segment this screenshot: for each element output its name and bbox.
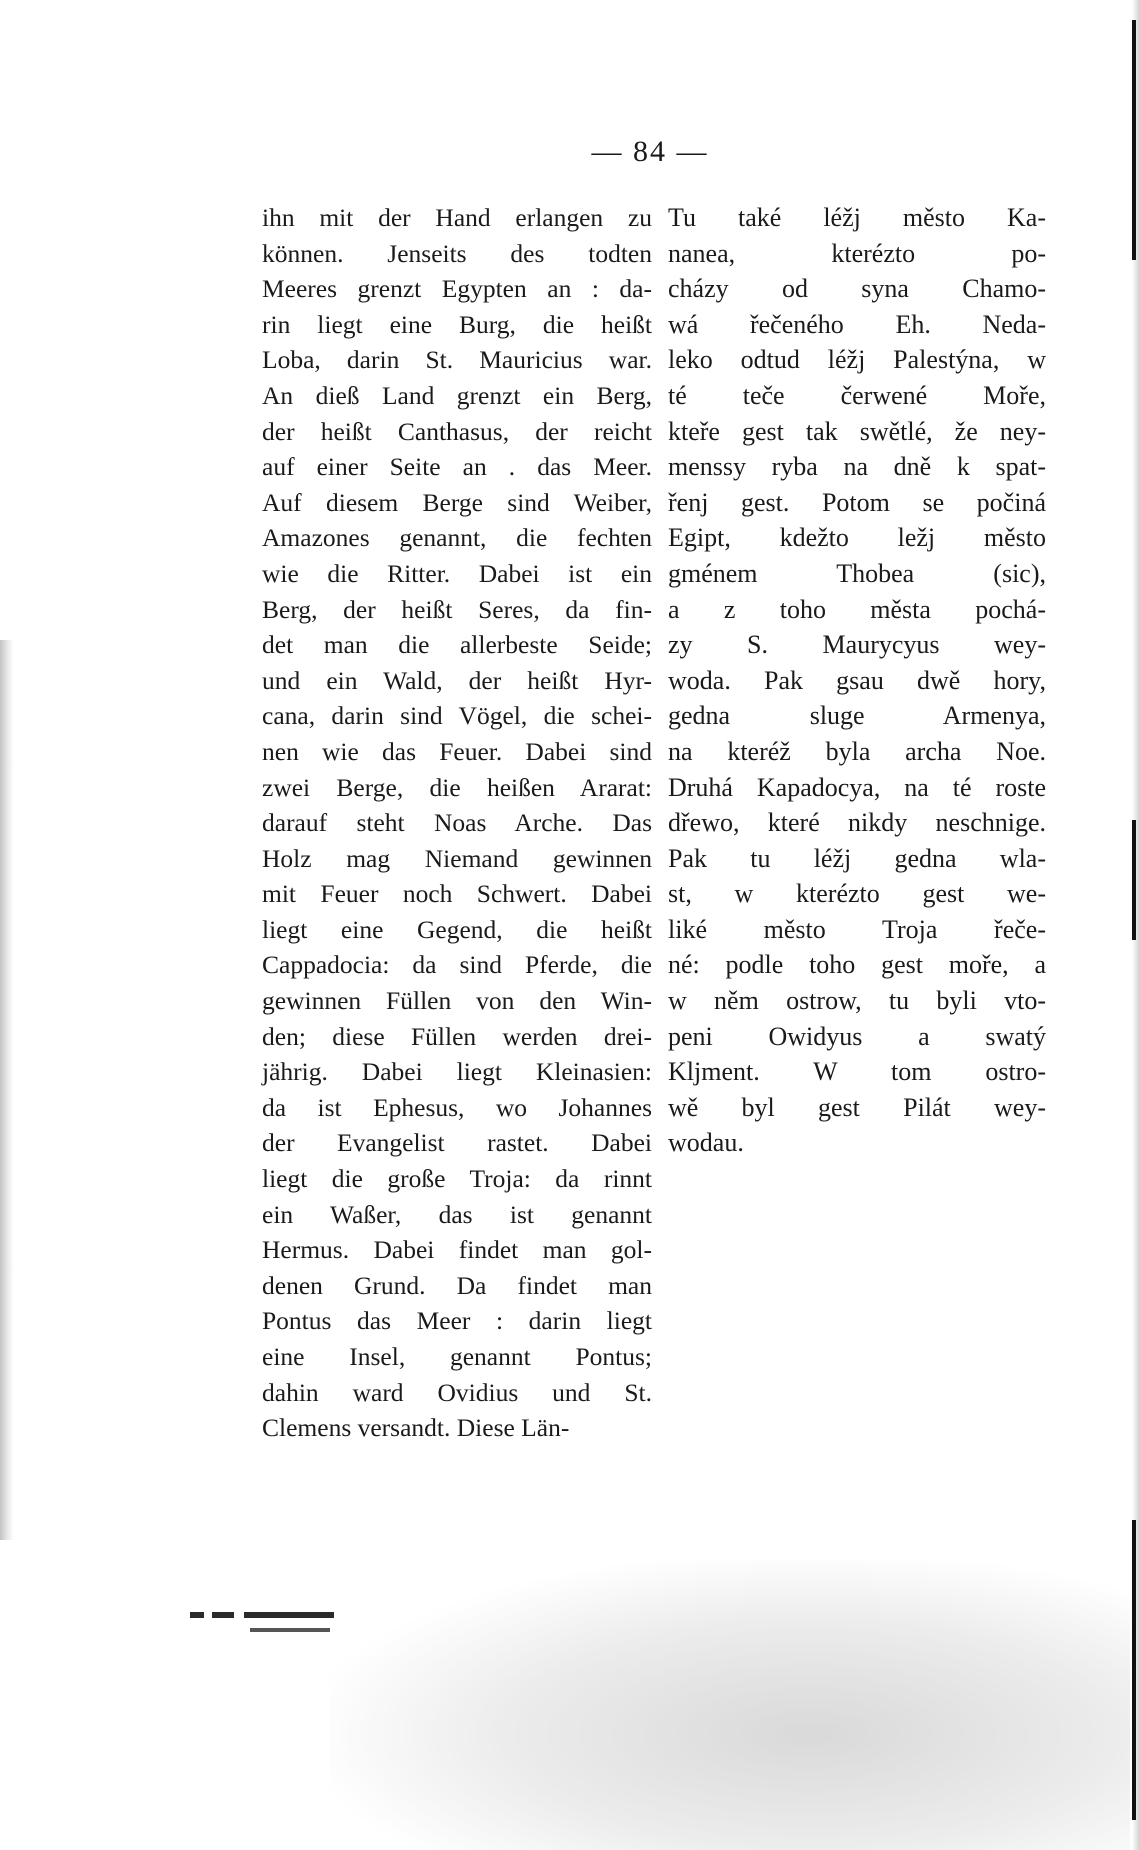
czech-text-line: kteře gest tak swětlé, že ney- xyxy=(668,416,1046,446)
czech-text-line: wá řečeného Eh. Neda- xyxy=(668,309,1046,339)
czech-text-line: Tu také léžj město Ka- xyxy=(668,203,1046,232)
czech-text-line: wě byl gest Pilát wey- xyxy=(668,1092,1046,1122)
german-text-line: Pontus das Meer : darin liegt xyxy=(262,1306,652,1336)
czech-text-line: gedna sluge Armenya, xyxy=(668,701,1046,731)
german-text-line: det man die allerbeste Seide; xyxy=(262,630,652,660)
german-text-line: eine Insel, genannt Pontus; xyxy=(262,1342,652,1371)
german-text-line: da ist Ephesus, wo Johannes xyxy=(262,1092,652,1122)
czech-text-line: peni Owidyus a swatý xyxy=(668,1021,1046,1051)
scan-edge-mark xyxy=(1132,820,1136,940)
czech-text-line: nanea, kterézto po- xyxy=(668,238,1046,268)
german-text-line: rin liegt eine Burg, die heißt xyxy=(262,309,652,339)
german-text-line: darauf steht Noas Arche. Das xyxy=(262,808,652,838)
german-text-line: ihn mit der Hand erlangen zu xyxy=(262,203,652,232)
scan-edge-mark xyxy=(1132,1520,1136,1820)
czech-text-line: Druhá Kapadocya, na té roste xyxy=(668,772,1046,802)
binding-shadow xyxy=(0,640,14,1540)
scan-dash-mark xyxy=(212,1612,234,1618)
german-text-line: Cappadocia: da sind Pferde, die xyxy=(262,950,652,980)
czech-text-line: né: podle toho gest moře, a xyxy=(668,950,1046,980)
german-text-line: Loba, darin St. Mauricius war. xyxy=(262,345,652,375)
german-text-line: jährig. Dabei liegt Kleinasien: xyxy=(262,1057,652,1087)
czech-text-line: zy S. Maurycyus wey- xyxy=(668,630,1046,660)
german-text-line: ein Waßer, das ist genannt xyxy=(262,1199,652,1229)
czech-text-line: dřewo, které nikdy neschnige. xyxy=(668,808,1046,838)
german-text-column xyxy=(262,200,652,1446)
scan-edge-mark xyxy=(1132,20,1136,260)
czech-text-line: menssy ryba na dně k spat- xyxy=(668,452,1046,482)
page-number: — 84 — xyxy=(591,135,709,168)
german-text-line: der heißt Canthasus, der reicht xyxy=(262,416,652,446)
czech-text-line: a z toho města pochá- xyxy=(668,594,1046,624)
german-text-line: Meeres grenzt Egypten an : da- xyxy=(262,274,652,304)
german-text-line: Clemens versandt. Diese Län- xyxy=(262,1413,570,1443)
scan-dash-mark xyxy=(250,1628,330,1632)
czech-text-line: Kljment. W tom ostro- xyxy=(668,1057,1046,1087)
czech-text-line: leko odtud léžj Palestýna, w xyxy=(668,345,1046,375)
german-text-line: cana, darin sind Vögel, die schei- xyxy=(262,701,652,731)
czech-text-line: Egipt, kdežto ležj město xyxy=(668,523,1046,553)
german-text-line: Auf diesem Berge sind Weiber, xyxy=(262,487,652,517)
czech-text-line: na kteréž byla archa Noe. xyxy=(668,736,1046,766)
german-text-line: dahin ward Ovidius und St. xyxy=(262,1377,652,1407)
german-text-line: liegt die große Troja: da rinnt xyxy=(262,1164,652,1194)
scan-dash-mark xyxy=(190,1612,204,1618)
german-text-line: denen Grund. Da findet man xyxy=(262,1270,652,1300)
czech-text-line: té teče čerwené Moře, xyxy=(668,380,1046,410)
german-text-line: Amazones genannt, die fechten xyxy=(262,523,652,553)
german-text-line: Berg, der heißt Seres, da fin- xyxy=(262,594,652,624)
czech-text-line: cházy od syna Chamo- xyxy=(668,274,1046,304)
czech-text-line: wodau. xyxy=(668,1128,744,1158)
german-text-line: Hermus. Dabei findet man gol- xyxy=(262,1235,652,1265)
german-text-line: wie die Ritter. Dabei ist ein xyxy=(262,558,652,588)
german-text-line: können. Jenseits des todten xyxy=(262,238,652,268)
german-text-line: nen wie das Feuer. Dabei sind xyxy=(262,736,652,766)
german-text-line: mit Feuer noch Schwert. Dabei xyxy=(262,879,652,909)
czech-text-line: w něm ostrow, tu byli vto- xyxy=(668,986,1046,1016)
czech-text-line: řenj gest. Potom se počiná xyxy=(668,487,1046,517)
german-text-line: der Evangelist rastet. Dabei xyxy=(262,1128,652,1158)
czech-text-line: gménem Thobea (sic), xyxy=(668,558,1046,588)
german-text-line: den; diese Füllen werden drei- xyxy=(262,1021,652,1051)
german-text-line: liegt eine Gegend, die heißt xyxy=(262,914,652,944)
czech-text-line: woda. Pak gsau dwě hory, xyxy=(668,665,1046,695)
german-text-line: Holz mag Niemand gewinnen xyxy=(262,843,652,873)
german-text-line: und ein Wald, der heißt Hyr- xyxy=(262,665,652,695)
german-text-line: auf einer Seite an . das Meer. xyxy=(262,452,652,482)
czech-text-column xyxy=(668,200,1046,1161)
scan-dash-mark xyxy=(244,1612,334,1618)
german-text-line: gewinnen Füllen von den Win- xyxy=(262,986,652,1016)
czech-text-line: st, w kterézto gest we- xyxy=(668,879,1046,909)
czech-text-line: Pak tu léžj gedna wla- xyxy=(668,843,1046,873)
czech-text-line: liké město Troja řeče- xyxy=(668,914,1046,944)
german-text-line: An dieß Land grenzt ein Berg, xyxy=(262,380,652,410)
german-text-line: zwei Berge, die heißen Ararat: xyxy=(262,772,652,802)
scan-thumb-shadow xyxy=(330,1560,1130,1850)
